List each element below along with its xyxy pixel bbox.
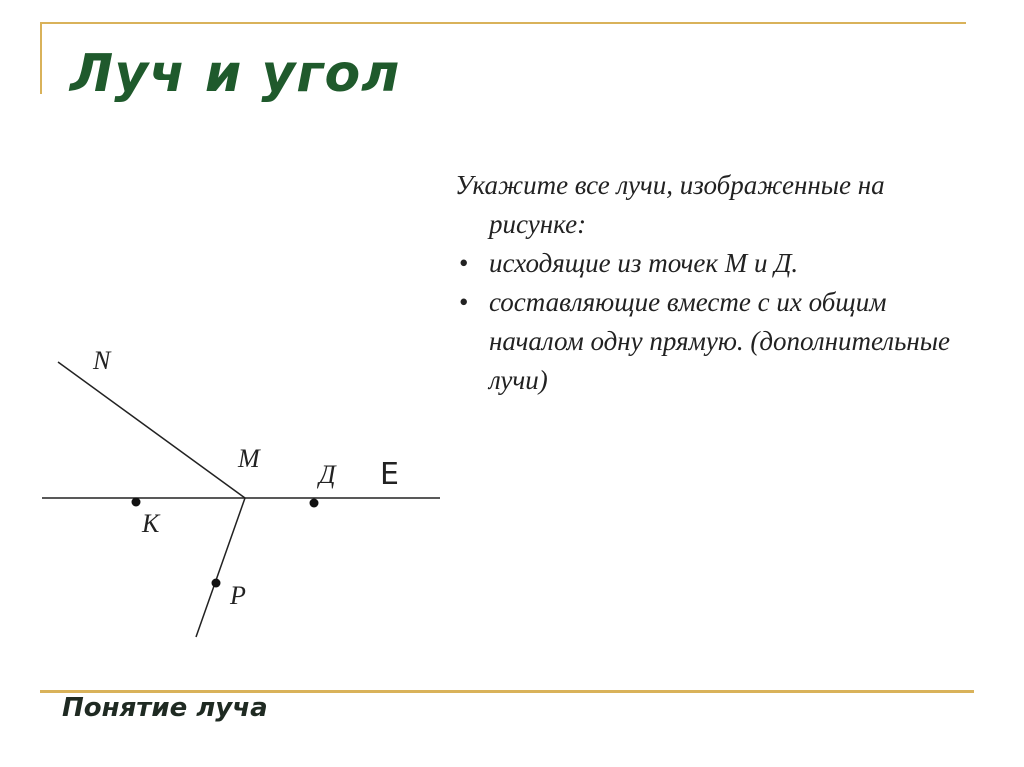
task-intro: Укажите все лучи, изображенные на рисунке: <box>455 170 885 239</box>
label-e: E <box>380 457 399 492</box>
bullet-icon: • <box>459 248 469 278</box>
label-d: Д <box>319 460 336 489</box>
label-p: P <box>230 581 246 610</box>
point-p <box>212 579 221 588</box>
label-m: M <box>238 444 260 473</box>
task-bullet-text: исходящие из точек M и Д. <box>489 248 799 278</box>
bullet-icon: • <box>459 287 469 317</box>
footer-title: Понятие луча <box>62 693 268 723</box>
ray-mp <box>196 498 245 637</box>
label-k: K <box>142 509 160 538</box>
task-bullet-text: составляющие вместе с их общим началом одну прямую. (дополнительные лучи) <box>489 287 951 395</box>
ray-mn <box>58 362 245 498</box>
label-n: N <box>93 346 111 375</box>
slide-title: Луч и угол <box>70 44 401 104</box>
point-d <box>310 499 319 508</box>
point-k <box>132 498 141 507</box>
